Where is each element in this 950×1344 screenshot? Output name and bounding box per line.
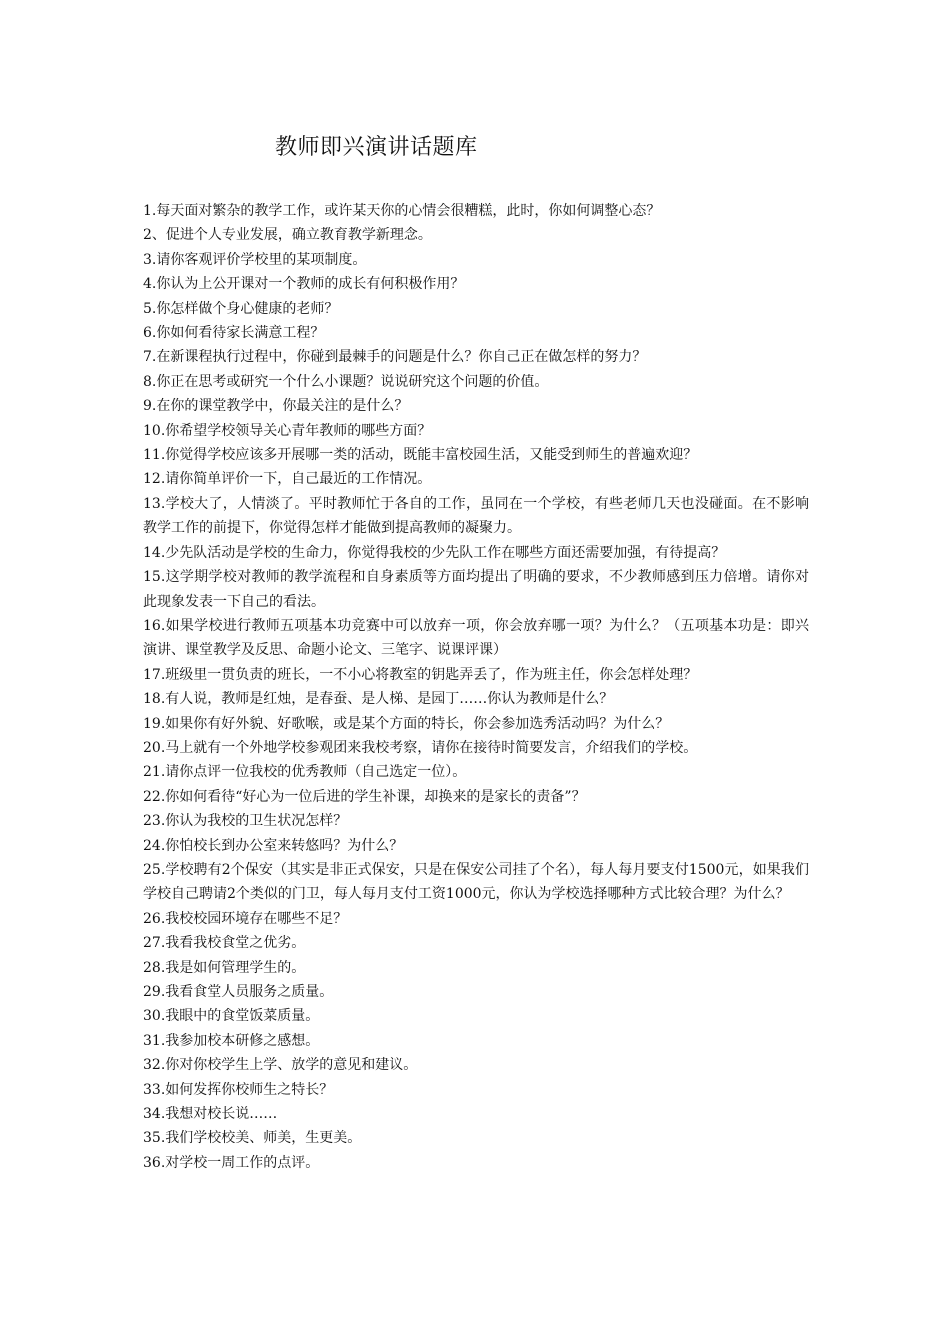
question-item: 21.请你点评一位我校的优秀教师（自己选定一位）。 (143, 764, 467, 781)
question-item: 20.马上就有一个外地学校参观团来我校考察，请你在接待时简要发言，介绍我们的学校。 (143, 739, 698, 756)
question-item: 14.少先队活动是学校的生命力，你觉得我校的少先队工作在哪些方面还需要加强，有待提高？ (143, 544, 726, 561)
question-item: 28.我是如何管理学生的。 (143, 959, 306, 976)
question-item: 26.我校校园环境存在哪些不足？ (143, 910, 348, 927)
question-item: 10.你希望学校领导关心青年教师的哪些方面？ (143, 422, 432, 439)
question-item: 1.每天面对繁杂的教学工作，或许某天你的心情会很糟糕，此时，你如何调整心态？ (143, 203, 661, 219)
question-item: 34.我想对校长说…… (143, 1106, 278, 1123)
question-item: 29.我看食堂人员服务之质量。 (143, 984, 334, 1000)
question-item: 24.你怕校长到办公室来转悠吗？为什么？ (143, 837, 404, 854)
question-item: 33.如何发挥你校师生之特长？ (143, 1081, 334, 1098)
question-item: 22.你如何看待“好心为一位后进的学生补课，却换来的是家长的责备”？ (143, 788, 586, 805)
question-item: 13.学校大了，人情淡了。平时教师忙于各自的工作，虽同在一个学校，有些老师几天也没碰面。在不影响教学工作的前提下，你觉得怎样才能做到提高教师的凝聚力。 (143, 495, 809, 537)
question-item: 3.请你客观评价学校里的某项制度。 (143, 251, 367, 268)
question-item: 19.如果你有好外貌、好歌喉，或是某个方面的特长，你会参加选秀活动吗？为什么？ (143, 715, 670, 732)
question-item: 32.你对你校学生上学、放学的意见和建议。 (143, 1057, 418, 1074)
question-item: 15.这学期学校对教师的教学流程和自身素质等方面均提出了明确的要求，不少教师感到压力倍增。请你对此现象发表一下自己的看法。 (143, 569, 809, 610)
question-item: 11.你觉得学校应该多开展哪一类的活动，既能丰富校园生活，又能受到师生的普遍欢迎？ (143, 447, 698, 464)
question-list (143, 199, 809, 1175)
question-item: 12.请你简单评价一下，自己最近的工作情况。 (143, 471, 432, 488)
question-item: 6.你如何看待家长满意工程？ (143, 325, 325, 342)
question-item: 25.学校聘有2个保安（其实是非正式保安，只是在保安公司挂了个名），每人每月要支付1500元，如果我们学校自己聘请2个类似的门卫，每人每月支付工资1000元，你认为学校选择哪种方式比较合理？为什么？ (143, 861, 809, 903)
question-item: 4.你认为上公开课对一个教师的成长有何积极作用？ (143, 276, 465, 293)
question-item: 7.在新课程执行过程中，你碰到最棘手的问题是什么？你自己正在做怎样的努力？ (143, 349, 647, 366)
question-item: 5.你怎样做个身心健康的老师？ (143, 300, 339, 317)
question-item: 18.有人说，教师是红烛，是春蚕、是人梯、是园丁……你认为教师是什么？ (143, 691, 614, 708)
question-item: 36.对学校一周工作的点评。 (143, 1154, 320, 1171)
question-item: 31.我参加校本研修之感想。 (143, 1032, 320, 1049)
question-item: 16.如果学校进行教师五项基本功竞赛中可以放弃一项，你会放弃哪一项？为什么？（五项基本功是：即兴演讲、课堂教学及反思、命题小论文、三笔字、说课评课） (143, 617, 809, 659)
question-item: 9.在你的课堂教学中，你最关注的是什么？ (143, 398, 409, 415)
document-title: 教师即兴演讲话题库 (275, 135, 478, 160)
question-item: 30.我眼中的食堂饭菜质量。 (143, 1008, 320, 1025)
question-item: 2、促进个人专业发展，确立教育教学新理念。 (143, 227, 432, 244)
question-item: 17.班级里一贯负责的班长，一不小心将教室的钥匙弄丢了，作为班主任，你会怎样处理？ (143, 666, 698, 683)
question-item: 27.我看我校食堂之优劣。 (143, 935, 306, 952)
question-item: 8.你正在思考或研究一个什么小课题？说说研究这个问题的价值。 (143, 373, 549, 390)
question-item: 35.我们学校校美、师美，生更美。 (143, 1130, 362, 1147)
question-item: 23.你认为我校的卫生状况怎样？ (143, 813, 348, 830)
